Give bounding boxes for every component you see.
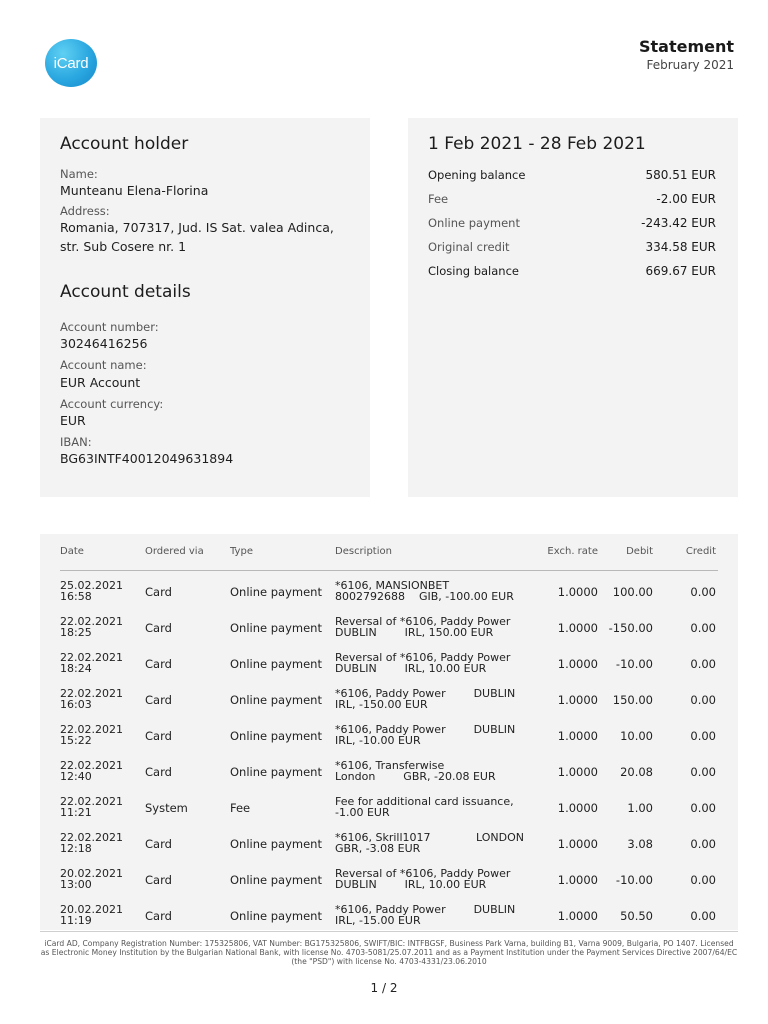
summary-label: Opening balance <box>428 168 526 182</box>
date-cell <box>60 688 123 710</box>
description-line-2: -1.00 EUR <box>335 806 390 819</box>
account-currency-label: Account currency: <box>60 397 164 411</box>
type-cell: Online payment <box>230 657 322 671</box>
date-cell <box>60 580 123 602</box>
holder-name: Munteanu Elena-Florina <box>60 183 209 198</box>
ordered-via-cell: Card <box>145 693 172 707</box>
description-line-1: *6106, Paddy Power DUBLIN <box>335 903 516 916</box>
account-details-heading: Account details <box>60 282 191 302</box>
debit-cell: -10.00 <box>615 657 653 671</box>
time-value: 16:58 <box>60 590 92 603</box>
table-header <box>40 546 738 570</box>
summary-row-original-credit <box>428 240 716 254</box>
date-value: 22.02.2021 <box>60 687 123 700</box>
address-line-1: Romania, 707317, Jud. IS Sat. valea Adinca, <box>60 220 334 235</box>
date-cell <box>60 652 123 674</box>
credit-cell: 0.00 <box>690 801 716 815</box>
table-row <box>40 752 738 788</box>
summary-value: -243.42 EUR <box>641 216 716 230</box>
type-cell: Online payment <box>230 873 322 887</box>
ordered-via-cell: System <box>145 801 188 815</box>
description-line-2: DUBLIN IRL, 10.00 EUR <box>335 878 487 891</box>
description-cell <box>335 904 535 926</box>
credit-cell: 0.00 <box>690 909 716 923</box>
account-currency: EUR <box>60 413 86 428</box>
description-cell <box>335 832 535 854</box>
date-value: 25.02.2021 <box>60 579 123 592</box>
address-label: Address: <box>60 204 110 218</box>
ordered-via-cell: Card <box>145 657 172 671</box>
debit-cell: 50.50 <box>620 909 653 923</box>
table-row <box>40 572 738 608</box>
date-value: 22.02.2021 <box>60 831 123 844</box>
exch-rate-cell: 1.0000 <box>557 693 598 707</box>
summary-label: Fee <box>428 192 449 206</box>
iban-label: IBAN: <box>60 435 92 449</box>
date-value: 22.02.2021 <box>60 651 123 664</box>
description-line-2: 8002792688 GIB, -100.00 EUR <box>335 590 514 603</box>
table-row <box>40 860 738 896</box>
description-line-2: DUBLIN IRL, 150.00 EUR <box>335 626 494 639</box>
description-line-2: London GBR, -20.08 EUR <box>335 770 496 783</box>
ordered-via-cell: Card <box>145 585 172 599</box>
transactions-table <box>40 534 738 930</box>
table-row <box>40 680 738 716</box>
account-number-label: Account number: <box>60 320 159 334</box>
account-info-panel <box>40 118 370 497</box>
statement-title: Statement <box>638 37 734 56</box>
type-cell: Online payment <box>230 729 322 743</box>
type-cell: Online payment <box>230 693 322 707</box>
description-line-1: Reversal of *6106, Paddy Power <box>335 615 511 628</box>
table-row <box>40 788 738 824</box>
time-value: 18:24 <box>60 662 92 675</box>
ordered-via-cell: Card <box>145 765 172 779</box>
summary-row-online-payment <box>428 216 716 230</box>
exch-rate-cell: 1.0000 <box>557 909 598 923</box>
legal-footer: iCard AD, Company Registration Number: 175325806, VAT Number: BG175325806, SWIFT/BIC: INTFBGSF, Business Park Varna, building B1, Varna 9009, Bulgaria, PO 1407. Licensed as Electronic Money Institution by the Bulgarian National Bank, with license No. 4703-5081/25.07.2011 and as a Payment Institution under the Payment Services Directive 2007/64/EC (the "PSD") with license No. 4703-4331/23.06.2010 <box>40 939 738 966</box>
column-header-ordered-via: Ordered via <box>145 546 204 557</box>
type-cell: Online payment <box>230 909 322 923</box>
ordered-via-cell: Card <box>145 837 172 851</box>
summary-label: Online payment <box>428 216 520 230</box>
summary-row-opening-balance <box>428 168 716 182</box>
date-value: 22.02.2021 <box>60 615 123 628</box>
description-line-2: IRL, -150.00 EUR <box>335 698 428 711</box>
description-line-2: DUBLIN IRL, 10.00 EUR <box>335 662 487 675</box>
description-cell <box>335 580 535 602</box>
statement-period: February 2021 <box>646 58 734 72</box>
column-header-credit: Credit <box>685 546 716 557</box>
date-value: 22.02.2021 <box>60 795 123 808</box>
time-value: 12:18 <box>60 842 92 855</box>
time-value: 11:21 <box>60 806 92 819</box>
time-value: 18:25 <box>60 626 92 639</box>
description-line-1: *6106, MANSIONBET <box>335 579 450 592</box>
account-number: 30246416256 <box>60 336 148 351</box>
summary-label: Closing balance <box>428 264 519 278</box>
description-line-1: *6106, Skrill1017 LONDON <box>335 831 524 844</box>
footer-divider <box>40 931 738 932</box>
table-row <box>40 824 738 860</box>
date-value: 20.02.2021 <box>60 867 123 880</box>
exch-rate-cell: 1.0000 <box>557 837 598 851</box>
summary-row-closing-balance <box>428 264 716 278</box>
description-cell <box>335 868 535 890</box>
exch-rate-cell: 1.0000 <box>557 801 598 815</box>
exch-rate-cell: 1.0000 <box>557 657 598 671</box>
table-row <box>40 644 738 680</box>
table-row <box>40 608 738 644</box>
exch-rate-cell: 1.0000 <box>557 765 598 779</box>
page-number: 1 / 2 <box>370 981 398 995</box>
account-name-label: Account name: <box>60 358 147 372</box>
debit-cell: -10.00 <box>615 873 653 887</box>
description-cell <box>335 724 535 746</box>
time-value: 15:22 <box>60 734 92 747</box>
account-name: EUR Account <box>60 375 141 390</box>
type-cell: Fee <box>230 801 251 815</box>
description-line-1: *6106, Paddy Power DUBLIN <box>335 687 516 700</box>
column-header-type: Type <box>230 546 253 557</box>
date-cell <box>60 616 123 638</box>
iban-value: BG63INTF40012049631894 <box>60 451 234 466</box>
column-header-debit: Debit <box>626 546 653 557</box>
credit-cell: 0.00 <box>690 657 716 671</box>
time-value: 11:19 <box>60 914 92 927</box>
credit-cell: 0.00 <box>690 693 716 707</box>
summary-value: 580.51 EUR <box>645 168 716 182</box>
type-cell: Online payment <box>230 585 322 599</box>
description-line-1: Reversal of *6106, Paddy Power <box>335 867 511 880</box>
column-header-description: Description <box>335 546 392 557</box>
description-line-1: Reversal of *6106, Paddy Power <box>335 651 511 664</box>
credit-cell: 0.00 <box>690 585 716 599</box>
date-cell <box>60 832 123 854</box>
credit-cell: 0.00 <box>690 765 716 779</box>
type-cell: Online payment <box>230 621 322 635</box>
period-summary-panel <box>408 118 738 497</box>
name-label: Name: <box>60 167 98 181</box>
debit-cell: 20.08 <box>620 765 653 779</box>
description-line-2: IRL, -10.00 EUR <box>335 734 421 747</box>
account-holder-heading: Account holder <box>60 134 189 154</box>
debit-cell: 3.08 <box>627 837 653 851</box>
ordered-via-cell: Card <box>145 909 172 923</box>
table-row <box>40 896 738 932</box>
summary-value: -2.00 EUR <box>656 192 716 206</box>
exch-rate-cell: 1.0000 <box>557 873 598 887</box>
time-value: 16:03 <box>60 698 92 711</box>
exch-rate-cell: 1.0000 <box>557 621 598 635</box>
date-value: 20.02.2021 <box>60 903 123 916</box>
debit-cell: 1.00 <box>627 801 653 815</box>
header-divider <box>60 570 718 571</box>
date-cell <box>60 724 123 746</box>
debit-cell: 100.00 <box>612 585 653 599</box>
description-line-1: Fee for additional card issuance, <box>335 795 514 808</box>
date-cell <box>60 904 123 926</box>
table-row <box>40 716 738 752</box>
description-line-1: *6106, Transferwise <box>335 759 445 772</box>
date-value: 22.02.2021 <box>60 723 123 736</box>
column-header-date: Date <box>60 546 84 557</box>
address-line-2: str. Sub Cosere nr. 1 <box>60 239 187 254</box>
period-heading: 1 Feb 2021 - 28 Feb 2021 <box>428 134 646 154</box>
ordered-via-cell: Card <box>145 621 172 635</box>
summary-row-fee <box>428 192 716 206</box>
debit-cell: 10.00 <box>620 729 653 743</box>
summary-label: Original credit <box>428 240 510 254</box>
date-cell <box>60 760 123 782</box>
summary-value: 669.67 EUR <box>645 264 716 278</box>
credit-cell: 0.00 <box>690 873 716 887</box>
date-cell <box>60 796 123 818</box>
exch-rate-cell: 1.0000 <box>557 585 598 599</box>
debit-cell: 150.00 <box>612 693 653 707</box>
time-value: 12:40 <box>60 770 92 783</box>
description-line-2: IRL, -15.00 EUR <box>335 914 421 927</box>
description-cell <box>335 760 535 782</box>
column-header-exch-rate: Exch. rate <box>547 546 598 557</box>
summary-value: 334.58 EUR <box>645 240 716 254</box>
description-line-1: *6106, Paddy Power DUBLIN <box>335 723 516 736</box>
time-value: 13:00 <box>60 878 92 891</box>
date-cell <box>60 868 123 890</box>
ordered-via-cell: Card <box>145 729 172 743</box>
debit-cell: -150.00 <box>608 621 653 635</box>
description-cell <box>335 796 535 818</box>
description-cell <box>335 688 535 710</box>
credit-cell: 0.00 <box>690 621 716 635</box>
exch-rate-cell: 1.0000 <box>557 729 598 743</box>
description-line-2: GBR, -3.08 EUR <box>335 842 421 855</box>
credit-cell: 0.00 <box>690 837 716 851</box>
icard-logo: iCard <box>45 39 97 87</box>
description-cell <box>335 616 535 638</box>
credit-cell: 0.00 <box>690 729 716 743</box>
type-cell: Online payment <box>230 837 322 851</box>
date-value: 22.02.2021 <box>60 759 123 772</box>
type-cell: Online payment <box>230 765 322 779</box>
description-cell <box>335 652 535 674</box>
ordered-via-cell: Card <box>145 873 172 887</box>
